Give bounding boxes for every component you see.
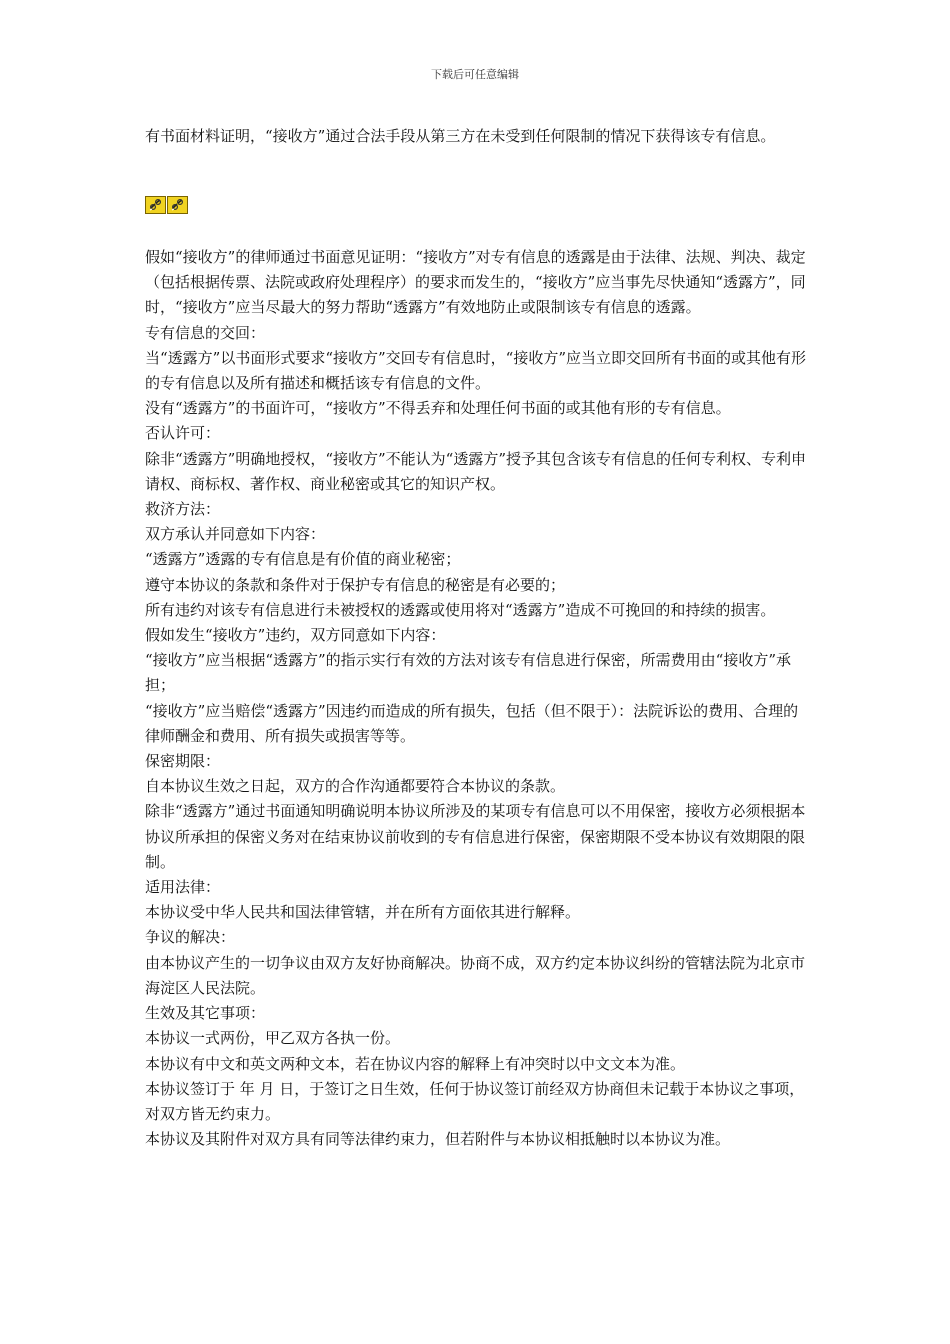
paragraph: “接收方”应当赔偿“透露方”因违约而造成的所有损失，包括（但不限于）：法院诉讼的费用、合理的律师酬金和费用、所有损失或损害等等。 <box>145 701 799 745</box>
paragraph: 假如“接收方”的律师通过书面意见证明：“接收方”对专有信息的透露是由于法律、法规、判决、裁定（包括根据传票、法院或政府处理程序）的要求而发生的，“接收方”应当事先尽快通知“透露方”，同时，“接收方”应当尽最大的努力帮助“透露方”有效地防止或限制该专有信息的透露。 <box>145 248 806 317</box>
paragraph: “透露方”透露的专有信息是有价值的商业秘密； <box>145 550 461 569</box>
paragraph: 本协议一式两份，甲乙双方各执一份。 <box>145 1029 401 1048</box>
paragraph: “接收方”应当根据“透露方”的指示实行有效的方法对该专有信息进行保密，所需费用由“接收方”承担； <box>145 651 792 695</box>
section-heading: 专有信息的交回： <box>145 323 266 342</box>
document-body <box>145 245 810 1152</box>
section-heading: 否认许可： <box>145 424 221 443</box>
page-header: 下载后可任意编辑 <box>431 68 519 81</box>
paragraph: 除非“透露方”通过书面通知明确说明本协议所涉及的某项专有信息可以不用保密，接收方必须根据本协议所承担的保密义务对在结束协议前收到的专有信息进行保密，保密期限不受本协议有效期限的限制。 <box>145 802 806 871</box>
paragraph: 双方承认并同意如下内容： <box>145 525 326 544</box>
paragraph: 本协议有中文和英文两种文本，若在协议内容的解释上有冲突时以中文文本为准。 <box>145 1054 686 1073</box>
paragraph: 假如发生“接收方”违约，双方同意如下内容： <box>145 626 446 645</box>
paragraph: 没有“透露方”的书面许可，“接收方”不得丢弃和处理任何书面的或其他有形的专有信息。 <box>145 399 731 418</box>
paragraph: 本协议及其附件对双方具有同等法律约束力，但若附件与本协议相抵触时以本协议为准。 <box>145 1130 731 1149</box>
section-heading: 适用法律： <box>145 878 221 897</box>
paragraph: 本协议签订于 年 月 日，于签订之日生效，任何于协议签订前经双方协商但未记载于本协议之事项，对双方皆无约束力。 <box>145 1079 805 1123</box>
paragraph: 除非“透露方”明确地授权，“接收方”不能认为“透露方”授予其包含该专有信息的任何专利权、专利申请权、商标权、著作权、商业秘密或其它的知识产权。 <box>145 449 807 493</box>
broken-link-icon[interactable] <box>167 196 188 214</box>
section-heading: 生效及其它事项： <box>145 1004 266 1023</box>
paragraph: 本协议受中华人民共和国法律管辖，并在所有方面依其进行解释。 <box>145 903 581 922</box>
embedded-icons <box>145 196 188 214</box>
section-heading: 救济方法： <box>145 500 221 519</box>
paragraph: 所有违约对该专有信息进行未被授权的透露或使用将对“透露方”造成不可挽回的和持续的损害。 <box>145 600 776 619</box>
paragraph: 有书面材料证明，“接收方”通过合法手段从第三方在未受到任何限制的情况下获得该专有信息。 <box>145 127 776 145</box>
section-heading: 保密期限： <box>145 752 221 771</box>
section-heading: 争议的解决： <box>145 928 236 947</box>
paragraph: 遵守本协议的条款和条件对于保护专有信息的秘密是有必要的； <box>145 575 566 594</box>
paragraph: 自本协议生效之日起，双方的合作沟通都要符合本协议的条款。 <box>145 777 566 796</box>
broken-link-icon[interactable] <box>145 196 166 214</box>
paragraph: 当“透露方”以书面形式要求“接收方”交回专有信息时，“接收方”应当立即交回所有书面的或其他有形的专有信息以及所有描述和概括该专有信息的文件。 <box>145 348 807 393</box>
paragraph: 由本协议产生的一切争议由双方友好协商解决。协商不成，双方约定本协议纠纷的管辖法院为北京市海淀区人民法院。 <box>145 953 806 997</box>
intro-text <box>145 124 810 149</box>
